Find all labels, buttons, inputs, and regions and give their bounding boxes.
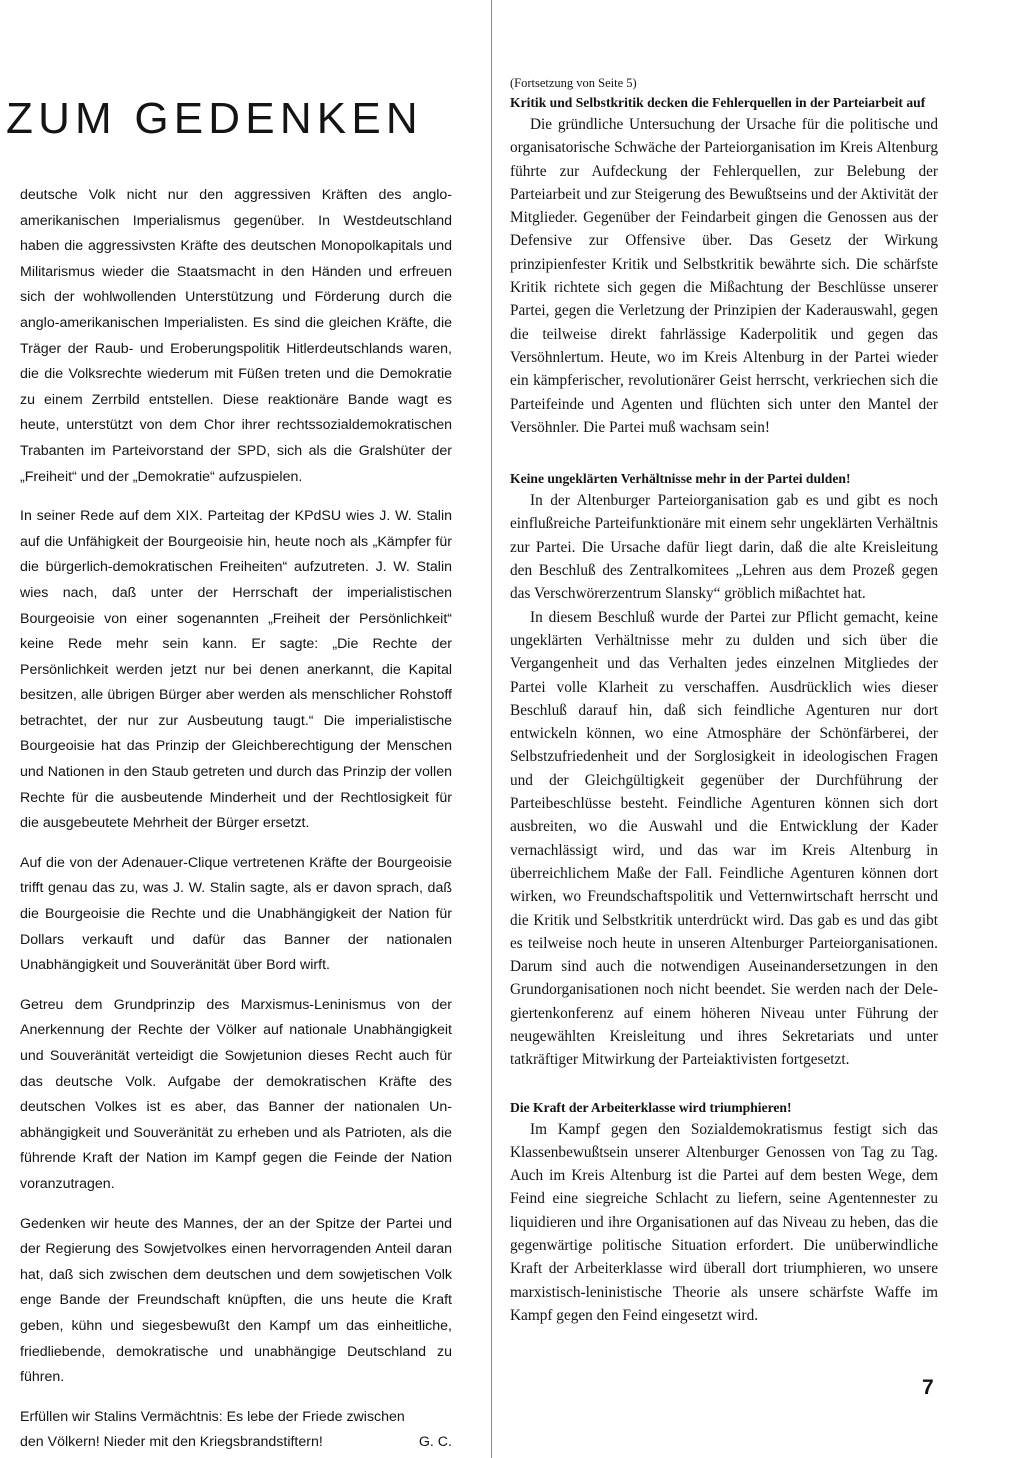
column-divider bbox=[491, 0, 492, 1458]
left-paragraph: deutsche Volk nicht nur den aggressiven Kräften des angloamerikanischen Imperialismus gegenüber. In Westdeutschland haben die aggressivsten Kräfte des deutschen Monopolkapitals und Militarismus wieder die Staatsmacht in den Händen und erfreuen sich der wohlwollenden Unterstützung und Förderung durch die anglo-amerikanischen Imperialisten. Es sind die gleichen Kräfte, die Träger der Raub- und Eroberungspolitik Hitlerdeutschlands waren, die die Volksrechte wiederum mit Füßen treten und die Demokratie zu einem Zerrbild entstellen. Diese reaktionäre Bande wagt es heute, unterstützt von dem Chor ihrer rechtssozialdemokratischen Trabanten im Parteivorstand der SPD, sich als die Gralshüter der „Freiheit“ und der „Demokratie“ aufzuspielen. bbox=[20, 187, 452, 485]
closing-line: den Völkern! Nieder mit den Kriegsbrandstiftern! bbox=[20, 1434, 323, 1451]
section-heading: Kritik und Selbstkritik decken die Fehlerquellen in der Parteiarbeit auf bbox=[510, 95, 926, 110]
page-number: 7 bbox=[922, 1376, 934, 1399]
right-article-body bbox=[510, 93, 938, 1327]
closing-signature-line bbox=[20, 1430, 452, 1456]
right-paragraph: Im Kampf gegen den Sozialdemokratismus festigt sich das Klassenbewußtsein unserer Altenburger Genossen von Tag zu Tag. Auch im Kreis Altenburg ist die Partei auf dem besten Wege, dem Feind eine siegreiche Schlacht zu liefern, seine Agentennester zu liquidieren und ihre Organisationen auf das Niveau zu heben, das die gegenwärtige politische Situation erfordert. Die unüberwindliche Kraft der Arbeiterklasse wird überall dort triumphieren, wo unsere marxistisch-leninistische Theorie als unsere schärfste Waffe im Kampf gegen den Feind eingesetzt wird. bbox=[510, 1120, 938, 1324]
closing-line: Erfüllen wir Stalins Vermächtnis: Es lebe der Friede zwischen bbox=[20, 1408, 405, 1425]
section-heading: Die Kraft der Arbeiterklasse wird triumphieren! bbox=[510, 1099, 792, 1115]
left-paragraph: Gedenken wir heute des Mannes, der an der Spitze der Partei und der Regierung des Sowjetvolkes einen hervorragenden Anteil daran hat, daß sich zwischen dem deutschen und dem sowjetischen Volk enge Bande der Freundschaft knüpften, die uns heute die Kraft geben, kühn und siegesbewußt den Kampf um das einheitliche, friedliebende, demokratische und unabhängige Deutschland zu führen. bbox=[20, 1215, 452, 1386]
section-heading: Keine ungeklärten Verhältnisse mehr in der Partei dulden! bbox=[510, 471, 851, 487]
author-signature: G. C. bbox=[418, 1434, 452, 1451]
right-paragraph: In diesem Beschluß wurde der Partei zur Pflicht gemacht, keine ungeklärten Verhältnisse mehr zu dulden und sich über die Vergangenheit und das Verhalten jedes einzelnen Mitgliedes der Partei volle Klarheit zu verschaffen. Ausdrücklich wies dieser Beschluß darauf hin, daß sich feindliche Agenturen nur dort entwickeln können, wo eine Atmosphäre der Schönfärberei, der Selbstzufriedenheit und der Sorglosigkeit in ideologischen Fragen und der Gleichgültigkeit gegenüber der Durchführung der Parteibeschlüsse besteht. Feindliche Agenturen können sich dort ausbreiten, wo die Auswahl und die Entwicklung der Kader vernachlässigt wird, und das war im Kreis Altenburg in überreichlichem Maße der Fall. Feindliche Agenturen können dort wirken, wo Freundschaftspolitik und Vetternwirtschaft herrscht und die Kritik und Selbstkritik unterdrückt wird. Das gab es und das gibt es teilweise noch heute in unseren Altenburger Parteiorganisationen. Darum sind auch die notwendigen Auseinandersetzungen in den Grundorganisationen noch nicht beendet. Sie werden nach der Delegiertenkonferenz auf einem höheren Niveau unter Führung der neugewählten Kreisleitung und ihres Sekretariats und unter tatkräftiger Mitwirkung der Parteiaktivisten fortgesetzt. bbox=[510, 608, 938, 1069]
left-paragraph: In seiner Rede auf dem XIX. Parteitag der KPdSU wies J. W. Stalin auf die Unfähigkeit der Bourgeoisie hin, heute noch als „Kämpfer für die bürgerlich-demokratischen Freiheiten“ aufzutreten. J. W. Stalin wies nach, daß unter der Herrschaft der imperialistischen Bourgeoisie von einer sogenannten „Freiheit der Persönlichkeit“ keine Rede mehr sein kann. Er sagte: „Die Rechte der Persönlichkeit werden jetzt nur bei denen anerkannt, die Kapital besitzen, alle übrigen Bürger aber werden als menschlicher Rohstoff betrachtet, der nur zur Ausbeutung taugt.“ Die imperialistische Bourgeoisie hat das Prinzip der Gleichberechtigung der Menschen und Nationen in den Staub getreten und durch das Prinzip der vollen Rechte für die ausbeutende Minderheit und der Rechtlosigkeit für die ausgebeutete Mehrheit der Bürger ersetzt. bbox=[20, 508, 452, 832]
left-paragraph: Getreu dem Grundprinzip des Marxismus-Leninismus von der Anerkennung der Rechte der Völker auf nationale Unabhängigkeit und Souveränität verteidigt die Sowjetunion dieses Recht auch für das deutsche Volk. Aufgabe der demokratischen Kräfte des deutschen Volkes ist es aber, das Banner der nationalen Unabhängigkeit und Souveränität zu erheben und als Patrioten, als die führende Kraft der Nation im Kampf gegen die Feinde der Nation voranzutragen. bbox=[20, 996, 452, 1192]
right-paragraph: In der Altenburger Parteiorganisation gab es und gibt es noch einflußreiche Parteifunktionäre mit einem sehr ungeklärten Verhältnis zur Partei. Die Ursache dafür liegt darin, daß die alte Kreisleitung den Beschluß des Zentralkomitees „Lehren aus dem Prozeß gegen das Verschwörerzentrum Slansky“ gröblich mißachtet hat. bbox=[510, 492, 938, 603]
right-paragraph: Die gründliche Untersuchung der Ursache für die politische und organisatorische Schwäche der Parteiorganisation im Kreis Altenburg führte zur Aufdeckung der Fehlerquellen, zur Belebung der Parteiarbeit und zur Steigerung des Bewußtseins und der Aktivität der Mitglieder. Gegenüber der Feindarbeit gingen die Genossen aus der Defensive zur Offensive über. Das Gesetz der Wirkung prinzipienfester Kritik und Selbstkritik bewährte sich. Die schärfste Kritik richtete sich gegen die Mißachtung der Beschlüsse unserer Partei, gegen die Verletzung der Prinzipien der Kaderauswahl, gegen die teilweise direkt fahrlässige Kaderpolitik und gegen das Versöhnlertum. Heute, wo im Kreis Altenburg in der Partei wieder ein kämpferischer, revolutionärer Geist herrscht, verkriechen sich die Parteifeinde und Agenten und flüchten sich unter den Mantel der Versöhnler. Die Partei muß wachsam sein! bbox=[510, 116, 938, 436]
left-article-body bbox=[20, 183, 452, 1456]
closing-paragraph bbox=[20, 1405, 452, 1456]
page-title: ZUM GEDENKEN bbox=[6, 94, 423, 143]
continuation-note: (Fortsetzung von Seite 5) bbox=[510, 76, 637, 90]
left-paragraph: Auf die von der Adenauer-Clique vertretenen Kräfte der Bourgeoisie trifft genau das zu, was J. W. Stalin sagte, als er davon sprach, daß die Bourgeoisie die Rechte und die Unabhängigkeit der Nation für Dollars verkauft und dafür das Banner der nationalen Unabhängigkeit und Souveränität über Bord wirft. bbox=[20, 854, 452, 974]
